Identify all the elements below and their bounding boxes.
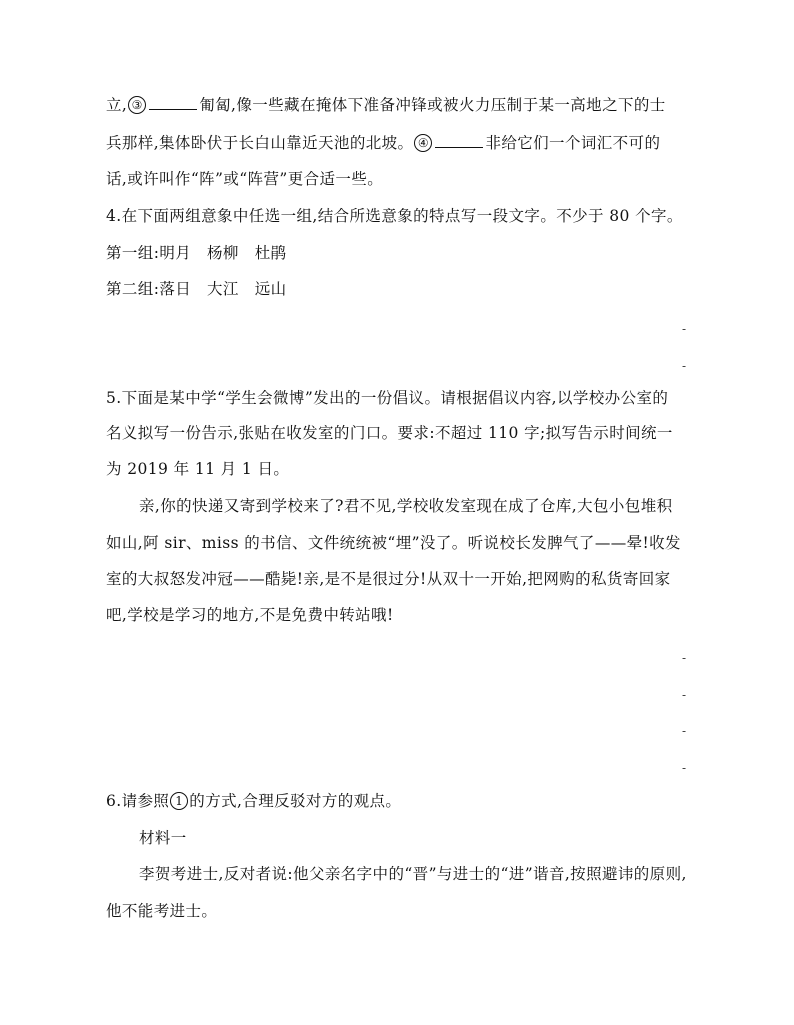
q3-text: 立, <box>106 96 128 114</box>
q5-material-4: 吧,学校是学习的地方,不是免费中转站哦! <box>106 606 394 624</box>
answer-line-mark: - <box>682 688 687 702</box>
circled-number-1: 1 <box>170 792 188 810</box>
q3-line-1 <box>106 93 666 115</box>
answer-line-mark: - <box>682 761 687 775</box>
q3-line-2 <box>106 131 660 153</box>
answer-line-mark: - <box>682 724 687 738</box>
answer-line-mark: - <box>682 651 687 665</box>
answer-line-mark: - <box>682 359 687 373</box>
answer-line-mark: - <box>682 322 687 336</box>
q4-group-2: 第二组:落日 大江 远山 <box>106 280 287 298</box>
circled-number-3: ③ <box>128 96 146 114</box>
q6-text: 6.请参照 <box>106 792 170 810</box>
q6-material-title: 材料一 <box>139 829 187 847</box>
q6-prompt <box>106 789 401 811</box>
q5-prompt-1: 5.下面是某中学“学生会微博”发出的一份倡议。请根据倡议内容,以学校办公室的 <box>106 389 669 407</box>
q5-prompt-2: 名义拟写一份告示,张贴在收发室的门口。要求:不超过 110 字;拟写告示时间统一 <box>106 424 673 442</box>
q3-text: 兵那样,集体卧伏于长白山靠近天池的北坡。 <box>106 134 414 152</box>
fill-blank-4[interactable] <box>435 133 483 148</box>
q3-line-3: 话,或许叫作“阵”或“阵营”更合适一些。 <box>106 170 384 188</box>
circled-number-4: ④ <box>414 134 432 152</box>
q3-text: 匍匐,像一些藏在掩体下准备冲锋或被火力压制于某一高地之下的士 <box>199 96 666 114</box>
q4-group-1: 第一组:明月 杨柳 杜鹃 <box>106 244 287 262</box>
q6-material-2: 他不能考进士。 <box>106 902 218 920</box>
q5-prompt-3: 为 2019 年 11 月 1 日。 <box>106 460 290 478</box>
q5-material-2: 如山,阿 sir、miss 的书信、文件统统被“埋”没了。听说校长发脾气了——晕!收发 <box>106 534 681 552</box>
q3-text: 非给它们一个词汇不可的 <box>485 134 661 152</box>
fill-blank-3[interactable] <box>149 95 197 110</box>
q6-material-1: 李贺考进士,反对者说:他父亲名字中的“晋”与进士的“进”谐音,按照避讳的原则, <box>139 865 687 883</box>
q6-text: 的方式,合理反驳对方的观点。 <box>189 792 402 810</box>
q4-prompt: 4.在下面两组意象中任选一组,结合所选意象的特点写一段文字。不少于 80 个字。 <box>106 207 683 225</box>
q5-material-3: 室的大叔怒发冲冠——酷毙!亲,是不是很过分!从双十一开始,把网购的私货寄回家 <box>106 570 671 588</box>
q5-material-1: 亲,你的快递又寄到学校来了?君不见,学校收发室现在成了仓库,大包小包堆积 <box>139 497 673 515</box>
